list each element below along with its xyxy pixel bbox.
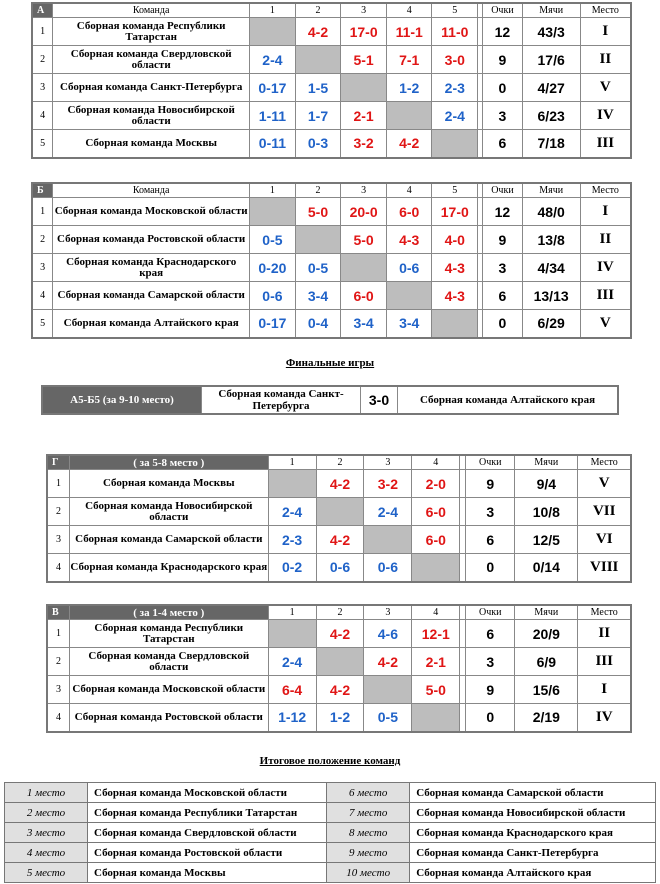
place-header: Место <box>578 605 631 620</box>
place-value: IV <box>580 254 631 282</box>
points-header: Очки <box>466 605 515 620</box>
place-value: V <box>580 74 631 102</box>
team-column-header: Команда <box>53 183 250 198</box>
balls-header: Мячи <box>522 183 580 198</box>
match-score: 0-5 <box>250 226 296 254</box>
match-score: 1-2 <box>386 74 432 102</box>
points-header: Очки <box>483 3 522 18</box>
self-match-cell <box>432 310 478 338</box>
place-label: 9 место <box>327 843 410 863</box>
place-value: V <box>578 470 631 498</box>
team-row <box>32 226 631 254</box>
balls-value: 15/6 <box>515 676 578 704</box>
place-value: VII <box>578 498 631 526</box>
col-header: 1 <box>250 3 296 18</box>
match-score: 20-0 <box>341 198 387 226</box>
team-name: Сборная команда Самарской области <box>53 282 250 310</box>
group-header-row <box>32 183 631 198</box>
points-value: 0 <box>466 704 515 732</box>
team-row <box>47 648 631 676</box>
col-header: 2 <box>316 455 364 470</box>
match-score: 2-4 <box>250 46 296 74</box>
team-name: Сборная команда Новосибирской области <box>410 803 656 823</box>
standings-table <box>4 782 656 883</box>
group-label: Г <box>47 455 69 470</box>
points-value: 6 <box>466 526 515 554</box>
match-score: 17-0 <box>341 18 387 46</box>
group-header-row <box>32 3 631 18</box>
col-header: 5 <box>432 3 478 18</box>
match-score: 6-0 <box>386 198 432 226</box>
balls-value: 6/23 <box>522 102 580 130</box>
team-name: Сборная команда Свердловской области <box>69 648 268 676</box>
match-score: 11-0 <box>432 18 478 46</box>
standings-row <box>5 823 656 843</box>
group-a-table <box>31 2 632 159</box>
place-value: VI <box>578 526 631 554</box>
match-score: 0-5 <box>295 254 341 282</box>
balls-header: Мячи <box>515 455 578 470</box>
team-column-header: Команда <box>53 3 250 18</box>
points-value: 3 <box>466 498 515 526</box>
team-name: Сборная команда Московской области <box>69 676 268 704</box>
points-value: 6 <box>483 130 522 158</box>
match-score: 3-4 <box>386 310 432 338</box>
row-number: 2 <box>32 46 53 74</box>
team-row <box>32 18 631 46</box>
self-match-cell <box>316 648 364 676</box>
match-score: 4-2 <box>295 18 341 46</box>
match-score: 3-2 <box>364 470 412 498</box>
match-score: 2-1 <box>412 648 460 676</box>
col-header: 4 <box>412 455 460 470</box>
match-score: 1-7 <box>295 102 341 130</box>
row-number: 1 <box>47 620 69 648</box>
match-score: 3-4 <box>341 310 387 338</box>
match-score: 4-2 <box>316 620 364 648</box>
self-match-cell <box>316 498 364 526</box>
match-score: 4-3 <box>386 226 432 254</box>
team-name: Сборная команда Самарской области <box>410 783 656 803</box>
team-name: Сборная команда Краснодарского края <box>410 823 656 843</box>
match-score: 3-0 <box>432 46 478 74</box>
final-match-table <box>41 385 619 415</box>
balls-value: 4/34 <box>522 254 580 282</box>
points-value: 6 <box>483 282 522 310</box>
self-match-cell <box>364 526 412 554</box>
match-score: 0-6 <box>364 554 412 582</box>
row-number: 2 <box>32 226 53 254</box>
team-name: Сборная команда Свердловской области <box>53 46 250 74</box>
match-score: 2-0 <box>412 470 460 498</box>
team-row <box>32 46 631 74</box>
team-row <box>32 254 631 282</box>
team-name: Сборная команда Краснодарского края <box>53 254 250 282</box>
match-score: 2-1 <box>341 102 387 130</box>
team-row <box>32 102 631 130</box>
match-score: 1-5 <box>295 74 341 102</box>
place-value: II <box>580 226 631 254</box>
final-match-label: А5-Б5 (за 9-10 место) <box>42 386 202 414</box>
team-name: Сборная команда Новосибирской области <box>69 498 268 526</box>
group-title: ( за 1-4 место ) <box>69 605 268 620</box>
team-name: Сборная команда Московской области <box>53 198 250 226</box>
team-name: Сборная команда Московской области <box>88 783 327 803</box>
self-match-cell <box>432 130 478 158</box>
points-value: 12 <box>483 18 522 46</box>
team-name: Сборная команда Москвы <box>53 130 250 158</box>
balls-value: 12/5 <box>515 526 578 554</box>
self-match-cell <box>268 470 316 498</box>
row-number: 1 <box>47 470 69 498</box>
match-score: 0-6 <box>316 554 364 582</box>
team-row <box>47 704 631 732</box>
team-row <box>47 498 631 526</box>
match-score: 5-0 <box>295 198 341 226</box>
place-label: 3 место <box>5 823 88 843</box>
col-header: 3 <box>364 455 412 470</box>
place-header: Место <box>578 455 631 470</box>
balls-value: 13/8 <box>522 226 580 254</box>
standings-row <box>5 843 656 863</box>
match-score: 2-4 <box>268 648 316 676</box>
match-score: 4-2 <box>316 470 364 498</box>
points-value: 9 <box>466 676 515 704</box>
points-value: 9 <box>483 46 522 74</box>
place-label: 7 место <box>327 803 410 823</box>
team-name: Сборная команда Санкт-Петербурга <box>53 74 250 102</box>
points-header: Очки <box>466 455 515 470</box>
team-row <box>47 554 631 582</box>
self-match-cell <box>412 554 460 582</box>
match-score: 0-2 <box>268 554 316 582</box>
balls-value: 17/6 <box>522 46 580 74</box>
match-score: 2-4 <box>268 498 316 526</box>
match-score: 12-1 <box>412 620 460 648</box>
place-value: I <box>578 676 631 704</box>
balls-value: 6/9 <box>515 648 578 676</box>
match-score: 5-1 <box>341 46 387 74</box>
group-header-row <box>47 455 631 470</box>
row-number: 5 <box>32 130 53 158</box>
team-name: Сборная команда Москвы <box>88 863 327 883</box>
place-value: IV <box>578 704 631 732</box>
final-team-2: Сборная команда Алтайского края <box>398 386 619 414</box>
col-header: 3 <box>364 605 412 620</box>
points-value: 0 <box>466 554 515 582</box>
points-value: 3 <box>483 102 522 130</box>
match-score: 6-0 <box>341 282 387 310</box>
balls-value: 10/8 <box>515 498 578 526</box>
team-row <box>47 620 631 648</box>
standings-row <box>5 863 656 883</box>
points-value: 9 <box>483 226 522 254</box>
row-number: 3 <box>47 676 69 704</box>
points-value: 0 <box>483 74 522 102</box>
match-score: 0-17 <box>250 310 296 338</box>
balls-value: 2/19 <box>515 704 578 732</box>
balls-value: 20/9 <box>515 620 578 648</box>
points-value: 12 <box>483 198 522 226</box>
place-label: 2 место <box>5 803 88 823</box>
points-value: 0 <box>483 310 522 338</box>
place-value: V <box>580 310 631 338</box>
match-score: 6-4 <box>268 676 316 704</box>
group-v-table <box>46 604 632 733</box>
team-name: Сборная команда Республики Татарстан <box>69 620 268 648</box>
row-number: 1 <box>32 18 53 46</box>
place-value: III <box>580 282 631 310</box>
balls-value: 4/27 <box>522 74 580 102</box>
self-match-cell <box>295 226 341 254</box>
self-match-cell <box>250 198 296 226</box>
group-title: ( за 5-8 место ) <box>69 455 268 470</box>
group-header-row <box>47 605 631 620</box>
place-value: I <box>580 198 631 226</box>
team-row <box>32 74 631 102</box>
team-row <box>47 526 631 554</box>
match-score: 0-6 <box>250 282 296 310</box>
finals-title: Финальные игры <box>285 357 375 369</box>
place-header: Место <box>580 183 631 198</box>
match-score: 11-1 <box>386 18 432 46</box>
row-number: 2 <box>47 648 69 676</box>
row-number: 4 <box>47 554 69 582</box>
match-score: 7-1 <box>386 46 432 74</box>
match-score: 4-6 <box>364 620 412 648</box>
self-match-cell <box>386 282 432 310</box>
place-label: 6 место <box>327 783 410 803</box>
team-row <box>47 676 631 704</box>
match-score: 4-2 <box>364 648 412 676</box>
group-g-table <box>46 454 632 583</box>
match-score: 0-4 <box>295 310 341 338</box>
team-row <box>47 470 631 498</box>
place-label: 8 место <box>327 823 410 843</box>
points-header: Очки <box>483 183 522 198</box>
place-label: 4 место <box>5 843 88 863</box>
self-match-cell <box>341 74 387 102</box>
col-header: 1 <box>250 183 296 198</box>
self-match-cell <box>341 254 387 282</box>
self-match-cell <box>250 18 296 46</box>
match-score: 1-2 <box>316 704 364 732</box>
match-score: 0-5 <box>364 704 412 732</box>
team-name: Сборная команда Ростовской области <box>53 226 250 254</box>
place-value: III <box>580 130 631 158</box>
team-name: Сборная команда Республики Татарстан <box>53 18 250 46</box>
group-label: В <box>47 605 69 620</box>
match-score: 2-3 <box>432 74 478 102</box>
row-number: 4 <box>47 704 69 732</box>
match-score: 0-3 <box>295 130 341 158</box>
balls-value: 7/18 <box>522 130 580 158</box>
col-header: 4 <box>386 3 432 18</box>
team-name: Сборная команда Москвы <box>69 470 268 498</box>
points-value: 3 <box>466 648 515 676</box>
col-header: 2 <box>316 605 364 620</box>
row-number: 3 <box>32 254 53 282</box>
balls-value: 13/13 <box>522 282 580 310</box>
self-match-cell <box>412 704 460 732</box>
balls-value: 43/3 <box>522 18 580 46</box>
place-value: III <box>578 648 631 676</box>
col-header: 3 <box>341 3 387 18</box>
col-header: 4 <box>412 605 460 620</box>
match-score: 1-12 <box>268 704 316 732</box>
match-score: 5-0 <box>341 226 387 254</box>
place-value: IV <box>580 102 631 130</box>
match-score: 2-4 <box>364 498 412 526</box>
place-label: 1 место <box>5 783 88 803</box>
place-value: II <box>580 46 631 74</box>
col-header: 5 <box>432 183 478 198</box>
balls-value: 0/14 <box>515 554 578 582</box>
balls-value: 6/29 <box>522 310 580 338</box>
match-score: 1-11 <box>250 102 296 130</box>
col-header: 2 <box>295 183 341 198</box>
row-number: 1 <box>32 198 53 226</box>
team-row <box>32 310 631 338</box>
match-score: 4-0 <box>432 226 478 254</box>
match-score: 2-4 <box>432 102 478 130</box>
match-score: 4-3 <box>432 282 478 310</box>
balls-value: 48/0 <box>522 198 580 226</box>
team-row <box>32 130 631 158</box>
place-label: 5 место <box>5 863 88 883</box>
match-score: 4-3 <box>432 254 478 282</box>
col-header: 2 <box>295 3 341 18</box>
self-match-cell <box>268 620 316 648</box>
col-header: 1 <box>268 455 316 470</box>
match-score: 17-0 <box>432 198 478 226</box>
final-team-1: Сборная команда Санкт-Петербурга <box>202 386 361 414</box>
team-name: Сборная команда Санкт-Петербурга <box>410 843 656 863</box>
place-header: Место <box>580 3 631 18</box>
team-name: Сборная команда Самарской области <box>69 526 268 554</box>
standings-row <box>5 783 656 803</box>
team-name: Сборная команда Алтайского края <box>410 863 656 883</box>
group-label: А <box>32 3 53 18</box>
balls-header: Мячи <box>515 605 578 620</box>
team-name: Сборная команда Свердловской области <box>88 823 327 843</box>
team-name: Сборная команда Республики Татарстан <box>88 803 327 823</box>
team-row <box>32 198 631 226</box>
standings-title: Итоговое положение команд <box>259 755 401 767</box>
points-value: 6 <box>466 620 515 648</box>
balls-header: Мячи <box>522 3 580 18</box>
match-score: 2-3 <box>268 526 316 554</box>
match-score: 0-17 <box>250 74 296 102</box>
team-row <box>32 282 631 310</box>
match-score: 4-2 <box>316 526 364 554</box>
self-match-cell <box>295 46 341 74</box>
row-number: 5 <box>32 310 53 338</box>
match-score: 3-4 <box>295 282 341 310</box>
col-header: 4 <box>386 183 432 198</box>
team-name: Сборная команда Ростовской области <box>88 843 327 863</box>
balls-value: 9/4 <box>515 470 578 498</box>
team-name: Сборная команда Новосибирской области <box>53 102 250 130</box>
match-score: 4-2 <box>386 130 432 158</box>
points-value: 3 <box>483 254 522 282</box>
match-score: 3-2 <box>341 130 387 158</box>
standings-row <box>5 803 656 823</box>
group-b-table <box>31 182 632 339</box>
self-match-cell <box>386 102 432 130</box>
row-number: 3 <box>47 526 69 554</box>
points-value: 9 <box>466 470 515 498</box>
row-number: 4 <box>32 282 53 310</box>
match-score: 6-0 <box>412 526 460 554</box>
match-score: 0-11 <box>250 130 296 158</box>
team-name: Сборная команда Алтайского края <box>53 310 250 338</box>
match-score: 6-0 <box>412 498 460 526</box>
match-score: 0-6 <box>386 254 432 282</box>
place-label: 10 место <box>327 863 410 883</box>
place-value: II <box>578 620 631 648</box>
team-name: Сборная команда Ростовской области <box>69 704 268 732</box>
place-value: VIII <box>578 554 631 582</box>
group-label: Б <box>32 183 53 198</box>
match-score: 0-20 <box>250 254 296 282</box>
row-number: 3 <box>32 74 53 102</box>
row-number: 4 <box>32 102 53 130</box>
col-header: 1 <box>268 605 316 620</box>
row-number: 2 <box>47 498 69 526</box>
team-name: Сборная команда Краснодарского края <box>69 554 268 582</box>
final-score: 3-0 <box>361 386 398 414</box>
match-score: 5-0 <box>412 676 460 704</box>
self-match-cell <box>364 676 412 704</box>
col-header: 3 <box>341 183 387 198</box>
match-score: 4-2 <box>316 676 364 704</box>
place-value: I <box>580 18 631 46</box>
